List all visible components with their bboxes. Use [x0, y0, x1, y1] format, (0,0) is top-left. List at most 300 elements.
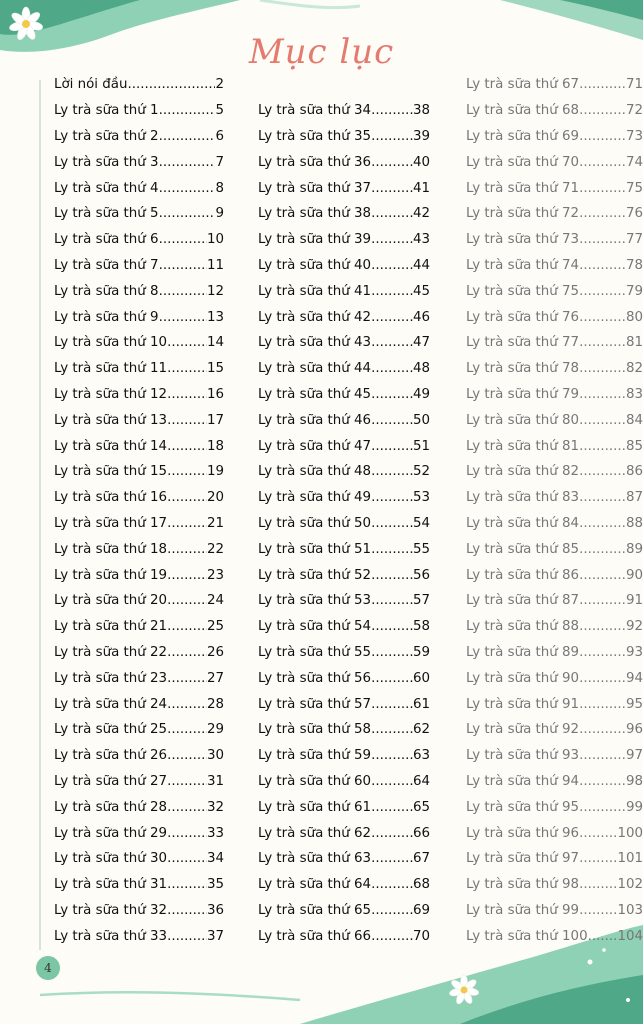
toc-entry	[258, 820, 430, 846]
toc-entry-page: 33	[206, 825, 224, 841]
toc-entry-label: Ly trà sữa thứ 44	[258, 361, 372, 377]
toc-entry-page: 102	[617, 877, 643, 893]
toc-entry-label: Ly trà sữa thứ 49	[258, 490, 372, 506]
toc-entry-label: Ly trà sữa thứ 70	[466, 154, 580, 170]
toc-leader-dots	[371, 593, 413, 608]
page-number: 4	[36, 956, 60, 980]
toc-leader-dots	[371, 335, 413, 350]
toc-entry-page: 43	[412, 232, 430, 248]
toc-entry	[466, 769, 643, 795]
toc-entry	[466, 253, 643, 279]
toc-leader-dots	[371, 206, 413, 221]
toc-entry-page: 59	[412, 644, 430, 660]
toc-leader-dots	[167, 645, 207, 660]
toc-entry-page: 62	[412, 722, 430, 738]
toc-entry-page: 2	[215, 77, 224, 93]
toc-entry	[258, 898, 430, 924]
toc-entry-label: Ly trà sữa thứ 50	[258, 515, 372, 531]
toc-entry-label: Ly trà sữa thứ 36	[258, 154, 372, 170]
toc-entry-page: 87	[625, 490, 643, 506]
toc-entry	[258, 640, 430, 666]
toc-entry-label: Ly trà sữa thứ 16	[54, 490, 168, 506]
toc-entry-label: Ly trà sữa thứ 98	[466, 877, 580, 893]
toc-entry	[54, 124, 224, 150]
toc-entry-label: Ly trà sữa thứ 63	[258, 851, 372, 867]
toc-entry	[466, 794, 643, 820]
toc-entry-label: Ly trà sữa thứ 34	[258, 103, 372, 119]
toc-leader-dots	[371, 645, 413, 660]
toc-entry-label: Ly trà sữa thứ 30	[54, 851, 168, 867]
toc-entry	[466, 640, 643, 666]
toc-leader-dots	[579, 232, 626, 247]
toc-entry-page: 67	[412, 851, 430, 867]
toc-entry	[54, 175, 224, 201]
toc-entry-page: 95	[625, 696, 643, 712]
toc-entry-label: Ly trà sữa thứ 15	[54, 464, 168, 480]
toc-entry-label: Ly trà sữa thứ 62	[258, 825, 372, 841]
toc-entry-label: Ly trà sữa thứ 40	[258, 257, 372, 273]
toc-leader-dots	[579, 593, 626, 608]
toc-leader-dots	[159, 284, 207, 299]
toc-entry-label: Ly trà sữa thứ 26	[54, 748, 168, 764]
toc-leader-dots	[167, 748, 207, 763]
toc-entry-label: Ly trà sữa thứ 20	[54, 593, 168, 609]
toc-entry-page: 82	[625, 361, 643, 377]
toc-leader-dots	[579, 568, 626, 583]
toc-leader-dots	[167, 851, 207, 866]
toc-leader-dots	[579, 387, 626, 402]
toc-entry	[466, 614, 643, 640]
toc-entry-page: 53	[412, 490, 430, 506]
toc-entry	[466, 407, 643, 433]
toc-entry	[258, 278, 430, 304]
toc-entry-page: 35	[206, 877, 224, 893]
toc-entry-label: Ly trà sữa thứ 54	[258, 619, 372, 635]
toc-leader-dots	[579, 697, 626, 712]
toc-entry-label: Ly trà sữa thứ 17	[54, 515, 168, 531]
toc-entry-label: Ly trà sữa thứ 61	[258, 799, 372, 815]
toc-leader-dots	[371, 748, 413, 763]
toc-leader-dots	[579, 77, 626, 92]
toc-entry	[258, 588, 430, 614]
toc-entry-page: 18	[206, 438, 224, 454]
toc-leader-dots	[159, 258, 207, 273]
toc-entry-label: Ly trà sữa thứ 95	[466, 799, 580, 815]
toc-leader-dots	[167, 593, 207, 608]
toc-entry	[54, 201, 224, 227]
toc-entry	[258, 665, 430, 691]
toc-column-3	[466, 72, 643, 949]
toc-entry-page: 47	[412, 335, 430, 351]
toc-entry-page: 17	[206, 412, 224, 428]
toc-leader-dots	[159, 129, 216, 144]
toc-leader-dots	[167, 877, 207, 892]
toc-entry	[54, 98, 224, 124]
toc-entry-page: 58	[412, 619, 430, 635]
toc-entry-label: Ly trà sữa thứ 88	[466, 619, 580, 635]
toc-entry	[466, 459, 643, 485]
toc-entry-page: 40	[412, 154, 430, 170]
toc-leader-dots	[579, 310, 626, 325]
toc-entry	[54, 407, 224, 433]
toc-entry-page: 52	[412, 464, 430, 480]
toc-leader-dots	[167, 490, 207, 505]
toc-leader-dots	[371, 258, 413, 273]
toc-entry	[258, 433, 430, 459]
toc-entry-page: 94	[625, 670, 643, 686]
toc-entry-label: Ly trà sữa thứ 65	[258, 902, 372, 918]
toc-entry-label: Ly trà sữa thứ 19	[54, 567, 168, 583]
toc-entry	[466, 511, 643, 537]
toc-entry	[54, 149, 224, 175]
toc-leader-dots	[579, 181, 626, 196]
toc-entry	[54, 665, 224, 691]
toc-entry-page: 60	[412, 670, 430, 686]
toc-entry	[258, 304, 430, 330]
toc-leader-dots	[167, 335, 207, 350]
toc-entry-page: 26	[206, 644, 224, 660]
toc-entry-page: 90	[625, 567, 643, 583]
toc-entry-page: 64	[412, 773, 430, 789]
toc-entry	[54, 278, 224, 304]
toc-entry	[258, 614, 430, 640]
toc-entry-label: Ly trà sữa thứ 12	[54, 386, 168, 402]
toc-entry	[258, 149, 430, 175]
toc-entry	[258, 201, 430, 227]
toc-leader-dots	[371, 310, 413, 325]
toc-entry-page: 30	[206, 748, 224, 764]
toc-entry-label: Ly trà sữa thứ 24	[54, 696, 168, 712]
toc-leader-dots	[167, 387, 207, 402]
toc-entry	[258, 872, 430, 898]
toc-entry-label: Ly trà sữa thứ 37	[258, 180, 372, 196]
toc-entry-label: Ly trà sữa thứ 73	[466, 232, 580, 248]
toc-entry	[466, 98, 643, 124]
toc-entry	[466, 72, 643, 98]
toc-entry	[54, 382, 224, 408]
toc-entry	[54, 330, 224, 356]
toc-entry	[54, 536, 224, 562]
toc-entry-label: Ly trà sữa thứ 3	[54, 154, 159, 170]
toc-entry-page: 6	[215, 128, 224, 144]
toc-entry-page: 36	[206, 902, 224, 918]
toc-leader-dots	[579, 335, 626, 350]
toc-entry	[466, 536, 643, 562]
toc-entry	[54, 872, 224, 898]
toc-entry-page: 46	[412, 309, 430, 325]
toc-leader-dots	[371, 103, 413, 118]
toc-leader-dots	[579, 877, 617, 892]
toc-entry-page: 25	[206, 619, 224, 635]
toc-entry-page: 20	[206, 490, 224, 506]
toc-entry-page: 72	[625, 103, 643, 119]
toc-entry-page: 103	[617, 902, 643, 918]
toc-entry-label: Ly trà sữa thứ 68	[466, 103, 580, 119]
toc-entry	[466, 304, 643, 330]
toc-leader-dots	[371, 826, 413, 841]
toc-entry-label: Ly trà sữa thứ 96	[466, 825, 580, 841]
toc-entry	[258, 691, 430, 717]
toc-entry	[54, 846, 224, 872]
toc-leader-dots	[371, 232, 413, 247]
toc-leader-dots	[167, 671, 207, 686]
toc-entry-label: Ly trà sữa thứ 7	[54, 257, 159, 273]
toc-entry-label: Ly trà sữa thứ 71	[466, 180, 580, 196]
toc-leader-dots	[579, 129, 626, 144]
toc-leader-dots	[579, 361, 626, 376]
toc-entry-page: 104	[617, 928, 643, 944]
toc-entry-label: Ly trà sữa thứ 74	[466, 257, 580, 273]
toc-entry-label: Ly trà sữa thứ 79	[466, 386, 580, 402]
toc-entry-page: 68	[412, 877, 430, 893]
toc-leader-dots	[579, 619, 626, 634]
toc-entry	[258, 846, 430, 872]
toc-entry-label: Ly trà sữa thứ 69	[466, 128, 580, 144]
toc-entry-page: 84	[625, 412, 643, 428]
toc-entry-page: 99	[625, 799, 643, 815]
toc-entry-label: Ly trà sữa thứ 23	[54, 670, 168, 686]
toc-leader-dots	[579, 413, 626, 428]
toc-entry-label: Ly trà sữa thứ 91	[466, 696, 580, 712]
toc-leader-dots	[167, 722, 207, 737]
toc-leader-dots	[579, 903, 617, 918]
toc-entry-page: 61	[412, 696, 430, 712]
toc-entry-page: 48	[412, 361, 430, 377]
toc-entry	[54, 485, 224, 511]
toc-entry-label: Ly trà sữa thứ 64	[258, 877, 372, 893]
toc-entry-page: 78	[625, 257, 643, 273]
toc-entry-page: 27	[206, 670, 224, 686]
toc-leader-dots	[371, 568, 413, 583]
toc-leader-dots	[167, 413, 207, 428]
toc-entry	[54, 511, 224, 537]
toc-entry-label: Ly trà sữa thứ 18	[54, 541, 168, 557]
toc-entry	[54, 614, 224, 640]
toc-entry-page: 8	[215, 180, 224, 196]
toc-entry-page: 91	[625, 593, 643, 609]
toc-entry	[54, 72, 224, 98]
toc-entry	[54, 923, 224, 949]
toc-entry-label: Ly trà sữa thứ 81	[466, 438, 580, 454]
toc-leader-dots	[371, 619, 413, 634]
toc-entry-label: Ly trà sữa thứ 82	[466, 464, 580, 480]
toc-leader-dots	[167, 826, 207, 841]
toc-entry-label: Ly trà sữa thứ 4	[54, 180, 159, 196]
toc-entry	[54, 691, 224, 717]
toc-leader-dots	[371, 439, 413, 454]
toc-entry	[54, 588, 224, 614]
toc-entry-page: 80	[625, 309, 643, 325]
toc-entry	[466, 562, 643, 588]
toc-entry	[466, 124, 643, 150]
toc-entry-page: 55	[412, 541, 430, 557]
toc-entry-page: 71	[625, 77, 643, 93]
toc-entry-page: 101	[617, 851, 643, 867]
toc-entry-page: 97	[625, 748, 643, 764]
toc-entry	[54, 769, 224, 795]
toc-entry-page: 89	[625, 541, 643, 557]
toc-entry-page: 38	[412, 103, 430, 119]
page-title: Mục lục	[248, 32, 395, 72]
toc-entry	[466, 433, 643, 459]
toc-leader-dots	[579, 800, 626, 815]
toc-entry-page: 81	[625, 335, 643, 351]
toc-leader-dots	[167, 800, 207, 815]
toc-leader-dots	[588, 929, 618, 944]
toc-leader-dots	[579, 155, 626, 170]
toc-entry-label: Ly trà sữa thứ 97	[466, 851, 580, 867]
toc-entry-label: Ly trà sữa thứ 78	[466, 361, 580, 377]
toc-entry	[258, 769, 430, 795]
toc-leader-dots	[371, 722, 413, 737]
toc-entry	[258, 485, 430, 511]
toc-leader-dots	[371, 361, 413, 376]
toc-entry	[466, 743, 643, 769]
toc-leader-dots	[167, 568, 207, 583]
toc-entry-label: Ly trà sữa thứ 77	[466, 335, 580, 351]
toc-entry	[466, 175, 643, 201]
toc-entry	[466, 820, 643, 846]
toc-entry-page: 16	[206, 386, 224, 402]
toc-entry	[54, 227, 224, 253]
toc-entry-page: 28	[206, 696, 224, 712]
toc-entry-page: 37	[206, 928, 224, 944]
toc-leader-dots	[371, 903, 413, 918]
toc-entry-page: 77	[625, 232, 643, 248]
toc-entry	[258, 382, 430, 408]
toc-entry	[258, 227, 430, 253]
toc-entry-label: Ly trà sữa thứ 52	[258, 567, 372, 583]
toc-entry-page: 69	[412, 902, 430, 918]
toc-leader-dots	[579, 206, 626, 221]
toc-entry	[54, 820, 224, 846]
toc-entry-label: Ly trà sữa thứ 32	[54, 902, 168, 918]
toc-entry-page: 7	[215, 154, 224, 170]
toc-leader-dots	[579, 826, 617, 841]
toc-entry-page: 74	[625, 154, 643, 170]
toc-leader-dots	[167, 774, 207, 789]
toc-entry	[54, 640, 224, 666]
toc-leader-dots	[167, 697, 207, 712]
toc-entry-page: 66	[412, 825, 430, 841]
toc-entry-label: Ly trà sữa thứ 57	[258, 696, 372, 712]
toc-entry	[258, 459, 430, 485]
toc-entry-label: Ly trà sữa thứ 38	[258, 206, 372, 222]
toc-entry	[258, 536, 430, 562]
toc-entry-label: Ly trà sữa thứ 48	[258, 464, 372, 480]
toc-entry-label: Ly trà sữa thứ 6	[54, 232, 159, 248]
toc-entry-label: Ly trà sữa thứ 11	[54, 361, 168, 377]
toc-leader-dots	[167, 516, 207, 531]
toc-entry-label: Ly trà sữa thứ 33	[54, 928, 168, 944]
toc-entry-label: Ly trà sữa thứ 9	[54, 309, 159, 325]
toc-leader-dots	[159, 103, 216, 118]
toc-entry-label: Ly trà sữa thứ 87	[466, 593, 580, 609]
toc-entry-label: Ly trà sữa thứ 76	[466, 309, 580, 325]
toc-leader-dots	[167, 619, 207, 634]
toc-entry	[466, 846, 643, 872]
toc-entry	[466, 691, 643, 717]
toc-leader-dots	[167, 542, 207, 557]
toc-leader-dots	[579, 439, 626, 454]
toc-entry-page: 15	[206, 361, 224, 377]
toc-entry-page: 32	[206, 799, 224, 815]
toc-entry-page: 19	[206, 464, 224, 480]
toc-entry-label: Ly trà sữa thứ 47	[258, 438, 372, 454]
toc-entry	[54, 898, 224, 924]
toc-entry-label: Ly trà sữa thứ 67	[466, 77, 580, 93]
toc-entry-label: Ly trà sữa thứ 39	[258, 232, 372, 248]
toc-leader-dots	[127, 77, 215, 92]
toc-entry-page: 51	[412, 438, 430, 454]
toc-leader-dots	[371, 929, 413, 944]
toc-entry-page: 88	[625, 515, 643, 531]
toc-entry	[258, 562, 430, 588]
toc-entry-label: Ly trà sữa thứ 25	[54, 722, 168, 738]
toc-leader-dots	[579, 671, 626, 686]
toc-entry-label: Ly trà sữa thứ 55	[258, 644, 372, 660]
toc-entry	[258, 717, 430, 743]
toc-leader-dots	[371, 851, 413, 866]
toc-leader-dots	[159, 155, 216, 170]
toc-entry-label: Ly trà sữa thứ 46	[258, 412, 372, 428]
toc-entry-page: 22	[206, 541, 224, 557]
toc-entry	[258, 124, 430, 150]
toc-entry-label: Ly trà sữa thứ 75	[466, 283, 580, 299]
toc-entry	[258, 923, 430, 949]
toc-entry	[54, 253, 224, 279]
toc-leader-dots	[167, 929, 207, 944]
toc-entry	[258, 356, 430, 382]
toc-entry-page: 96	[625, 722, 643, 738]
toc-entry-page: 24	[206, 593, 224, 609]
toc-leader-dots	[579, 722, 626, 737]
toc-entry-label: Ly trà sữa thứ 92	[466, 722, 580, 738]
toc-entry-page: 57	[412, 593, 430, 609]
toc-entry	[258, 330, 430, 356]
toc-entry	[258, 253, 430, 279]
toc-column-2	[258, 98, 430, 949]
toc-entry	[258, 743, 430, 769]
toc-entry-page: 73	[625, 128, 643, 144]
toc-entry-page: 98	[625, 773, 643, 789]
toc-entry-page: 45	[412, 283, 430, 299]
toc-leader-dots	[371, 800, 413, 815]
toc-entry	[466, 898, 643, 924]
toc-entry-label: Ly trà sữa thứ 56	[258, 670, 372, 686]
toc-entry-label: Ly trà sữa thứ 1	[54, 103, 159, 119]
toc-entry-page: 75	[625, 180, 643, 196]
toc-entry-label: Ly trà sữa thứ 45	[258, 386, 372, 402]
toc-entry-label: Ly trà sữa thứ 21	[54, 619, 168, 635]
toc-entry-page: 10	[206, 232, 224, 248]
toc-entry-label: Ly trà sữa thứ 100	[466, 928, 588, 944]
toc-leader-dots	[167, 361, 207, 376]
toc-entry-page: 49	[412, 386, 430, 402]
toc-leader-dots	[579, 774, 626, 789]
toc-leader-dots	[579, 490, 626, 505]
toc-entry-label: Ly trà sữa thứ 35	[258, 128, 372, 144]
toc-entry	[466, 356, 643, 382]
toc-entry-page: 29	[206, 722, 224, 738]
toc-entry	[466, 485, 643, 511]
toc-entry-page: 65	[412, 799, 430, 815]
toc-entry-page: 12	[206, 283, 224, 299]
toc-entry-label: Ly trà sữa thứ 85	[466, 541, 580, 557]
toc-entry	[466, 382, 643, 408]
toc-leader-dots	[371, 413, 413, 428]
toc-entry-page: 41	[412, 180, 430, 196]
